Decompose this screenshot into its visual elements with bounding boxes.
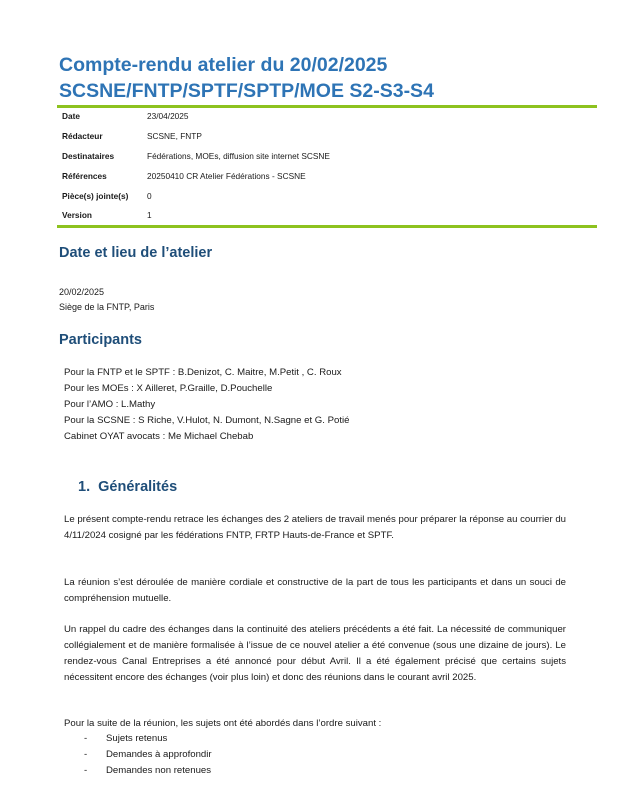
list-dash: -	[84, 733, 88, 744]
meta-label: Destinataires	[62, 151, 115, 161]
meta-value: 23/04/2025	[147, 111, 189, 121]
section-number: 1.	[78, 479, 91, 495]
meeting-place: Siège de la FNTP, Paris	[59, 302, 155, 312]
document-title-line-2: SCSNE/FNTP/SPTF/SPTP/MOE S2-S3-S4	[59, 80, 434, 102]
meta-row-references	[62, 166, 592, 186]
meta-label: Pièce(s) jointe(s)	[62, 191, 129, 201]
meta-row-recipients	[62, 146, 592, 166]
document-title-line-1: Compte-rendu atelier du 20/02/2025	[59, 54, 388, 76]
meta-value: 0	[147, 191, 152, 201]
participant-line: Pour la SCSNE : S Riche, V.Hulot, N. Dumont, N.Sagne et G. Potié	[64, 415, 350, 426]
list-item	[84, 747, 212, 763]
heading-generalites	[78, 478, 177, 496]
meta-row-version	[62, 205, 592, 225]
list-item	[84, 731, 212, 747]
section-title: Généralités	[98, 479, 178, 495]
participant-line: Cabinet OYAT avocats : Me Michael Chebab	[64, 431, 254, 442]
paragraph: Le présent compte-rendu retrace les échanges des 2 ateliers de travail menés pour préparer la réponse au courrier du 4/11/2024 cosigné par les fédérations FNTP, FRTP Hauts-de-France et SPTF.	[64, 514, 566, 541]
list-dash: -	[84, 765, 88, 776]
list-item	[84, 763, 212, 779]
meta-label: Date	[62, 111, 80, 121]
list-item-text: Demandes non retenues	[106, 765, 212, 776]
paragraph: Pour la suite de la réunion, les sujets ont été abordés dans l’ordre suivant :	[64, 718, 382, 729]
meeting-date: 20/02/2025	[59, 287, 105, 297]
heading-participants: Participants	[59, 332, 142, 348]
participant-line: Pour la FNTP et le SPTF : B.Denizot, C. Maitre, M.Petit , C. Roux	[64, 367, 342, 378]
participant-line: Pour l’AMO : L.Mathy	[64, 399, 156, 410]
header-rule-bottom	[57, 225, 597, 228]
meta-value: SCSNE, FNTP	[147, 131, 202, 141]
list-dash: -	[84, 749, 88, 760]
meta-value: 20250410 CR Atelier Fédérations - SCSNE	[147, 171, 306, 181]
meta-label: Rédacteur	[62, 131, 103, 141]
meta-value: Fédérations, MOEs, diffusion site internet SCSNE	[147, 151, 330, 161]
meta-row-author	[62, 126, 592, 146]
heading-date-place: Date et lieu de l’atelier	[59, 245, 213, 261]
paragraph: Un rappel du cadre des échanges dans la continuité des ateliers précédents a été fait. La nécessité de communiquer collégialement et de manière formalisée à l’issue de ce nouvel atelier a été convenue (sous une dizaine de jours). Le rendez-vous Canal Entreprises a été annoncé pour début Avril. Il a été également précisé que certains sujets nécessitent encore des échanges (voir plus loin) et donc des réunions dans le courant avril 2025.	[64, 624, 566, 683]
participant-line: Pour les MOEs : X Ailleret, P.Graille, D.Pouchelle	[64, 383, 273, 394]
meta-row-attachments	[62, 186, 592, 206]
meta-label: Références	[62, 171, 107, 181]
paragraph: La réunion s’est déroulée de manière cordiale et constructive de la part de tous les participants et dans un souci de compréhension mutuelle.	[64, 577, 566, 604]
meta-row-date	[62, 106, 592, 126]
list-item-text: Demandes à approfondir	[106, 749, 212, 760]
list-item-text: Sujets retenus	[106, 733, 168, 744]
meta-label: Version	[62, 210, 92, 220]
topic-order-list	[84, 731, 212, 779]
meta-value: 1	[147, 210, 152, 220]
